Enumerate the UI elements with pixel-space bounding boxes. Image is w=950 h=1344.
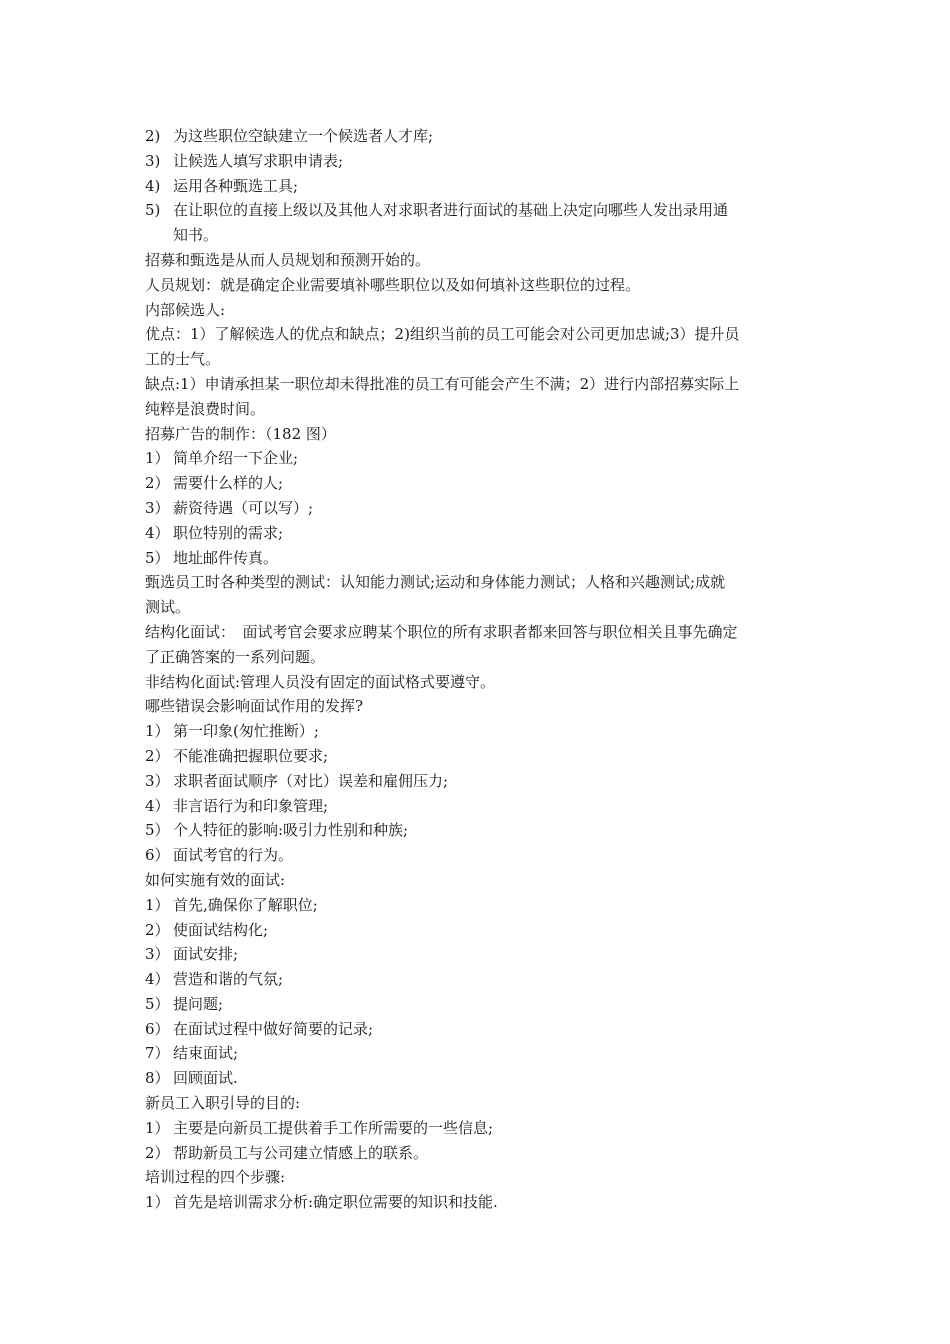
list-item-number: 2) [145, 127, 161, 145]
text-line: 招募和甄选是从而人员规划和预测开始的。 [145, 250, 431, 269]
list-item-text: 非言语行为和印象管理; [173, 796, 329, 815]
list-item-text: 帮助新员工与公司建立情感上的联系。 [173, 1143, 429, 1162]
list-item-text: 不能准确把握职位要求; [173, 746, 329, 765]
text-line: 哪些错误会影响面试作用的发挥? [145, 697, 364, 716]
text-line: 缺点:1）申请承担某一职位却未得批准的员工有可能会产生不满；2）进行内部招募实际上 [145, 374, 740, 393]
list-item [145, 198, 817, 223]
list-item-text: 主要是向新员工提供着手工作所需要的一些信息; [173, 1118, 494, 1137]
list-item-text: 面试安排; [173, 945, 239, 964]
list-item-number: 5） [145, 994, 170, 1013]
list-item [145, 1190, 817, 1215]
list-item [145, 744, 817, 769]
text-line: 工的士气。 [145, 350, 221, 369]
list-item [145, 992, 817, 1017]
text-line: 内部候选人: [145, 300, 226, 319]
list-item-continuation: 知书。 [173, 226, 219, 245]
text-line: 非结构化面试:管理人员没有固定的面试格式要遵守。 [145, 672, 496, 691]
list-item-text: 薪资待遇（可以写）; [173, 498, 314, 517]
list-item [145, 1017, 817, 1042]
list-item-text: 在让职位的直接上级以及其他人对求职者进行面试的基础上决定向哪些人发出录用通 [173, 201, 729, 220]
list-item-text: 回顾面试. [173, 1069, 238, 1088]
list-item [145, 918, 817, 943]
text-line: 新员工入职引导的目的: [145, 1094, 301, 1113]
list-item-number: 1） [145, 1118, 170, 1137]
text-line: 如何实施有效的面试: [145, 870, 286, 889]
document-page [145, 124, 817, 1215]
list-item-number: 1） [145, 722, 170, 741]
text-line: 甄选员工时各种类型的测试：认知能力测试;运动和身体能力测试；人格和兴趣测试;成就 [145, 573, 726, 592]
list-item-text: 个人特征的影响:吸引力性别和种族; [173, 821, 409, 840]
text-line: 结构化面试： 面试考官会要求应聘某个职位的所有求职者都来回答与职位相关且事先确定 [145, 622, 738, 641]
list-item [145, 174, 817, 199]
list-item-number: 6） [145, 846, 170, 865]
list-item-text: 在面试过程中做好简要的记录; [173, 1019, 374, 1038]
list-item [145, 496, 817, 521]
list-item-number: 2） [145, 474, 170, 493]
list-item-number: 5） [145, 821, 170, 840]
list-item-number: 1） [145, 1193, 170, 1212]
list-item-number: 7） [145, 1044, 170, 1063]
list-item [145, 446, 817, 471]
list-item-number: 1） [145, 449, 170, 468]
list-item [145, 124, 817, 149]
list-item-text: 简单介绍一下企业; [173, 449, 299, 468]
list-item [145, 149, 817, 174]
list-item-number: 8） [145, 1069, 170, 1088]
list-item-number: 3) [145, 151, 161, 170]
list-item [145, 521, 817, 546]
list-item [145, 1141, 817, 1166]
list-item-text: 地址邮件传真。 [173, 548, 279, 567]
list-item-number: 1） [145, 895, 170, 914]
list-item [145, 942, 817, 967]
text-line: 培训过程的四个步骤: [145, 1168, 286, 1187]
list-item [145, 843, 817, 868]
list-item-number: 5） [145, 548, 170, 567]
list-item-number: 4) [145, 176, 161, 195]
text-line: 了正确答案的一系列问题。 [145, 647, 326, 666]
list-item-number: 4） [145, 970, 170, 989]
list-item-text: 为这些职位空缺建立一个候选者人才库; [173, 127, 434, 145]
text-line: 人员规划：就是确定企业需要填补哪些职位以及如何填补这些职位的过程。 [145, 275, 641, 294]
list-item [145, 967, 817, 992]
text-line: 测试。 [145, 598, 191, 617]
list-item-text: 首先是培训需求分析:确定职位需要的知识和技能. [173, 1193, 498, 1212]
list-item [145, 1066, 817, 1091]
list-item [145, 893, 817, 918]
list-item-number: 5) [145, 201, 161, 220]
list-item-number: 3） [145, 771, 170, 790]
list-item-text: 面试考官的行为。 [173, 846, 294, 865]
list-item-text: 运用各种甄选工具; [173, 176, 299, 195]
text-line: 招募广告的制作：（182 图） [145, 424, 336, 443]
list-item-text: 让候选人填写求职申请表; [173, 151, 344, 170]
text-line: 优点：1）了解候选人的优点和缺点；2)组织当前的员工可能会对公司更加忠诚;3）提升员 [145, 325, 740, 344]
list-item-number: 3） [145, 498, 170, 517]
list-item [145, 818, 817, 843]
list-item-number: 3） [145, 945, 170, 964]
list-item [145, 719, 817, 744]
list-item-text: 使面试结构化; [173, 920, 269, 939]
list-item [145, 769, 817, 794]
list-item [145, 1116, 817, 1141]
list-item-text: 职位特别的需求; [173, 523, 284, 542]
list-item-text: 提问题; [173, 994, 224, 1013]
list-item-number: 6） [145, 1019, 170, 1038]
list-item-text: 首先,确保你了解职位; [173, 895, 318, 914]
list-item [145, 471, 817, 496]
list-item-text: 需要什么样的人; [173, 474, 284, 493]
text-line: 纯粹是浪费时间。 [145, 399, 266, 418]
list-item-text: 营造和谐的气氛; [173, 970, 284, 989]
list-item [145, 794, 817, 819]
list-item-number: 2） [145, 1143, 170, 1162]
list-item-number: 2） [145, 746, 170, 765]
list-item-text: 结束面试; [173, 1044, 239, 1063]
list-item [145, 546, 817, 571]
list-item-number: 4） [145, 523, 170, 542]
list-item-number: 4） [145, 796, 170, 815]
list-item-number: 2） [145, 920, 170, 939]
list-item-text: 求职者面试顺序（对比）误差和雇佣压力; [173, 771, 449, 790]
list-item-text: 第一印象(匆忙推断）; [173, 722, 319, 741]
list-item [145, 1041, 817, 1066]
